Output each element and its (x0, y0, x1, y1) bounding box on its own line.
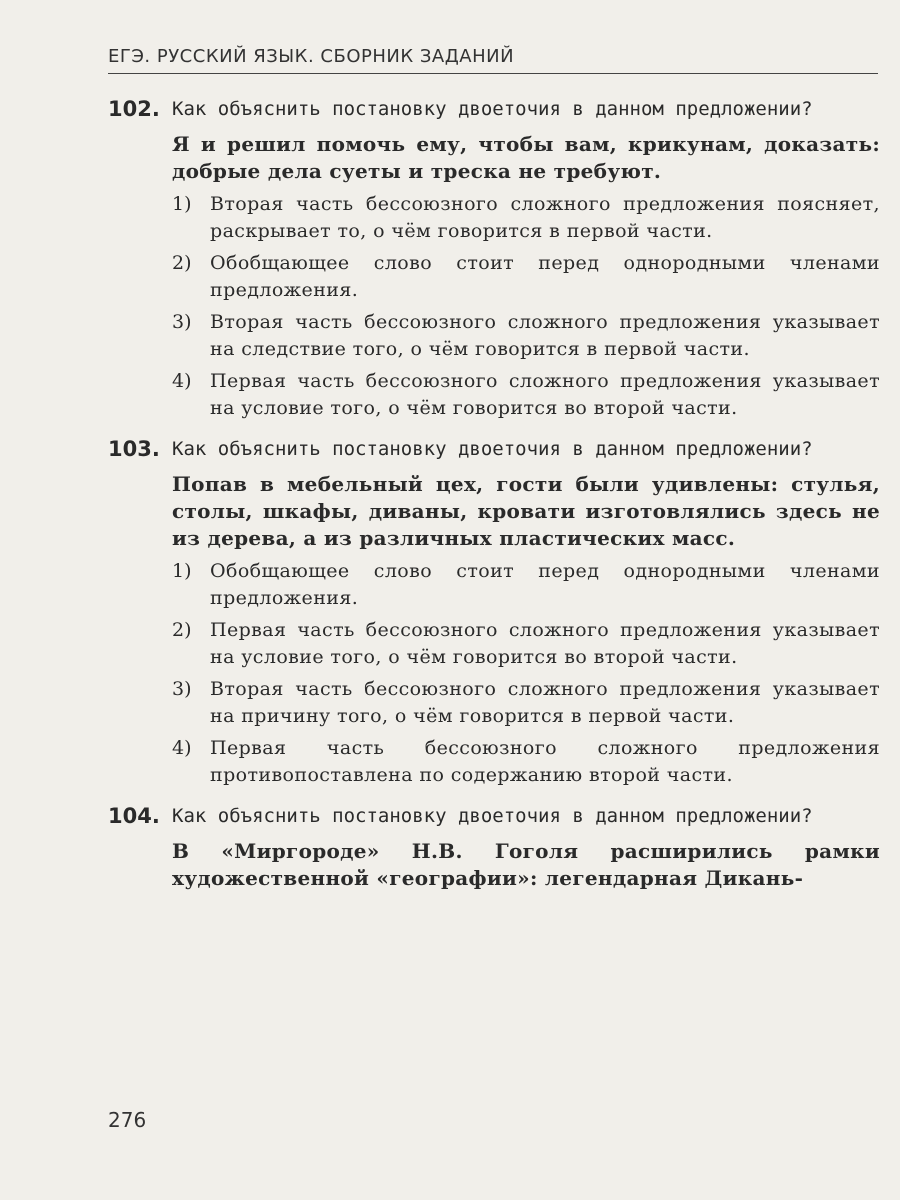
example-sentence: Я и решил помочь ему, чтобы вам, крикунам, доказать: добрые дела суеты и треска не требуют. (172, 132, 880, 183)
answer-option (172, 735, 880, 789)
option-number: 4) (172, 370, 192, 392)
option-text: Первая часть бессоюзного сложного предложения указывает на условие того, о чём говорится во второй части. (210, 619, 880, 668)
task-number: 103. (108, 437, 160, 461)
option-number: 3) (172, 678, 192, 700)
option-number: 2) (172, 252, 192, 274)
question-text: Как объяснить постановку двоеточия в данном предложении? (172, 438, 813, 460)
option-number: 4) (172, 737, 192, 759)
option-number: 1) (172, 560, 192, 582)
option-number: 3) (172, 311, 192, 333)
answer-options (172, 191, 880, 422)
answer-option (172, 676, 880, 730)
answer-option (172, 250, 880, 304)
option-text: Первая часть бессоюзного сложного предложения противопоставлена по содержанию второй части. (210, 737, 880, 786)
answer-option (172, 617, 880, 671)
task-number: 104. (108, 804, 160, 828)
option-number: 1) (172, 193, 192, 215)
task-number: 102. (108, 97, 160, 121)
task-104 (108, 803, 880, 892)
question-row (108, 436, 880, 463)
option-text: Вторая часть бессоюзного сложного предложения поясняет, раскрывает то, о чём говорится в первой части. (210, 193, 880, 242)
page-number: 276 (108, 1108, 147, 1132)
question-row (108, 96, 880, 123)
option-text: Вторая часть бессоюзного сложного предложения указывает на следствие того, о чём говорится в первой части. (210, 311, 880, 360)
question-text: Как объяснить постановку двоеточия в данном предложении? (172, 805, 813, 827)
running-header: ЕГЭ. РУССКИЙ ЯЗЫК. СБОРНИК ЗАДАНИЙ (108, 46, 878, 74)
option-text: Обобщающее слово стоит перед однородными членами предложения. (210, 560, 880, 609)
option-text: Первая часть бессоюзного сложного предложения указывает на условие того, о чём говорится во второй части. (210, 370, 880, 419)
answer-option (172, 558, 880, 612)
answer-option (172, 309, 880, 363)
option-number: 2) (172, 619, 192, 641)
answer-option (172, 368, 880, 422)
example-sentence: Попав в мебельный цех, гости были удивлены: стулья, столы, шкафы, диваны, кровати изготовлялись здесь не из дерева, а из различных пластических масс. (172, 472, 880, 550)
question-text: Как объяснить постановку двоеточия в данном предложении? (172, 98, 813, 120)
option-text: Обобщающее слово стоит перед однородными членами предложения. (210, 252, 880, 301)
question-row (108, 803, 880, 830)
option-text: Вторая часть бессоюзного сложного предложения указывает на причину того, о чём говорится в первой части. (210, 678, 880, 727)
example-sentence: В «Миргороде» Н.В. Гоголя расширились рамки художественной «географии»: легендарная Дикань- (172, 839, 880, 890)
task-102 (108, 96, 880, 422)
task-103 (108, 436, 880, 789)
answer-options (172, 558, 880, 789)
answer-option (172, 191, 880, 245)
task-list (108, 96, 880, 906)
